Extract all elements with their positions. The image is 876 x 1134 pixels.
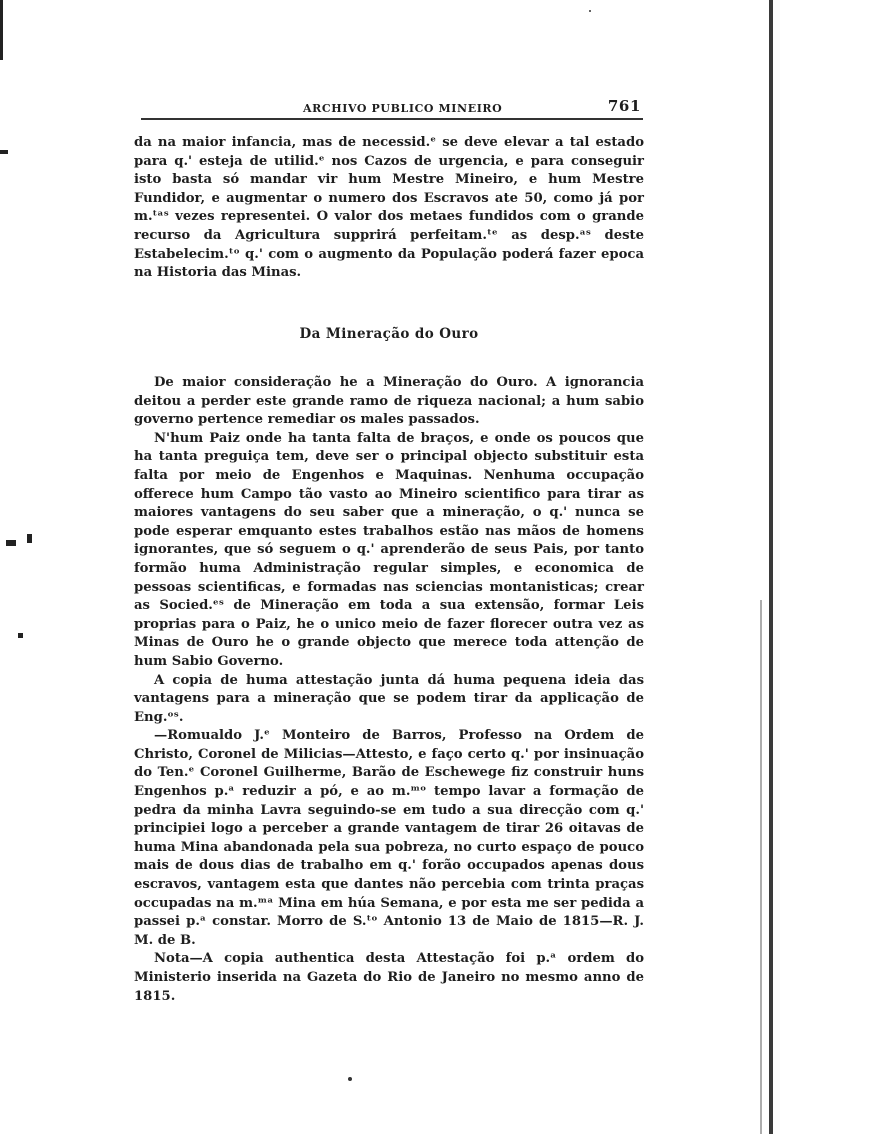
page-number: 761 — [607, 97, 641, 115]
section-body — [134, 374, 644, 1006]
intro-text — [134, 134, 644, 283]
paragraph: N'hum Paiz onde ha tanta falta de braços, e onde os poucos que ha tanta preguiça tem, deve ser o principal objecto substituir esta falta por meio de Engenhos e Maquinas. Nenhuma occupação offerece hum Campo tão vasto ao Mineiro scientifico para tirar as maiores vantagens do seu saber que a mineração, o q.' nunca se pode esperar emquanto estes trabalhos estão nas mãos de homens ignorantes, que só seguem o q.' aprenderão de seus Pais, por tanto formão huma Administração regular simples, e economica de pessoas scientificas, e formadas nas sciencias montanisticas; crear as Socied.ᵉˢ de Mineração em toda a sua extensão, formar Leis proprias para o Paiz, he o unico meio de fazer florecer outra vez as Minas de Ouro he o grande objecto que merece toda attenção de hum Sabio Governo. — [134, 430, 644, 669]
paragraph: De maior consideração he a Mineração do Ouro. A ignorancia deitou a perder este grande ramo de riqueza nacional; a hum sabio governo pertence remediar os males passados. — [134, 375, 644, 428]
scan-edge-mark — [0, 0, 3, 60]
intro-paragraph: da na maior infancia, mas de necessid.ᵉ se deve elevar a tal estado para q.' esteja de utilid.ᵉ nos Cazos de urgencia, e para conseguir isto basta só mandar vir hum Mestre Mineiro, e hum Mestre Fundidor, e augmentar o numero dos Escravos ate 50, como já por m.ᵗᵃˢ vezes representei. O valor dos metaes fundidos com o grande recurso da Agricultura supprirá perfeitam.ᵗᵉ as desp.ᵃˢ deste Estabelecim.ᵗᵒ q.' com o augmento da População poderá fazer epoca na Historia das Minas. — [134, 135, 644, 281]
header-rule — [141, 118, 643, 120]
note-paragraph: Nota—A copia authentica desta Attestação foi p.ᵃ ordem do Ministerio inserida na Gazeta do Rio de Janeiro no mesmo anno de 1815. — [134, 951, 644, 1004]
attestation-paragraph: —Romualdo J.ᵉ Monteiro de Barros, Professo na Ordem de Christo, Coronel de Milicias—Attesto, e faço certo q.' por insinuação do Ten.ᵉ Coronel Guilherme, Barão de Eschewege fiz construir huns Engenhos p.ᵃ reduzir a pó, e ao m.ᵐᵒ tempo lavar a formação de pedra da minha Lavra seguindo-se em tudo a sua direcção com q.' principiei logo a perceber a grande vantagem de tirar 26 oitavas de huma Mina abandonada pela sua pobreza, no curto espaço de pouco mais de dous dias de trabalho em q.' forão occupados apenas dous escravos, vantagem esta que dantes não percebia com trinta praças occupadas na m.ᵐᵃ Mina em húa Semana, e por esta me ser pedida a passei p.ᵃ constar. Morro de S.ᵗᵒ Antonio 13 de Maio de 1815—R. J. M. de B. — [134, 728, 644, 948]
binding-shadow-line — [760, 600, 762, 1134]
paragraph: A copia de huma attestação junta dá huma pequena ideia das vantagens para a mineração que se podem tirar da applicação de Eng.ᵒˢ. — [134, 672, 644, 725]
section-heading: Da Mineração do Ouro — [299, 326, 479, 342]
running-title: ARCHIVO PUBLICO MINEIRO — [303, 102, 503, 115]
scan-edge-mark — [6, 540, 16, 546]
scan-edge-mark — [18, 633, 23, 638]
scan-edge-mark — [0, 150, 8, 154]
ink-speck — [589, 10, 591, 12]
page-header — [135, 96, 643, 118]
scan-edge-mark — [27, 534, 32, 543]
binding-edge-line — [769, 0, 773, 1134]
ink-speck — [348, 1077, 352, 1081]
